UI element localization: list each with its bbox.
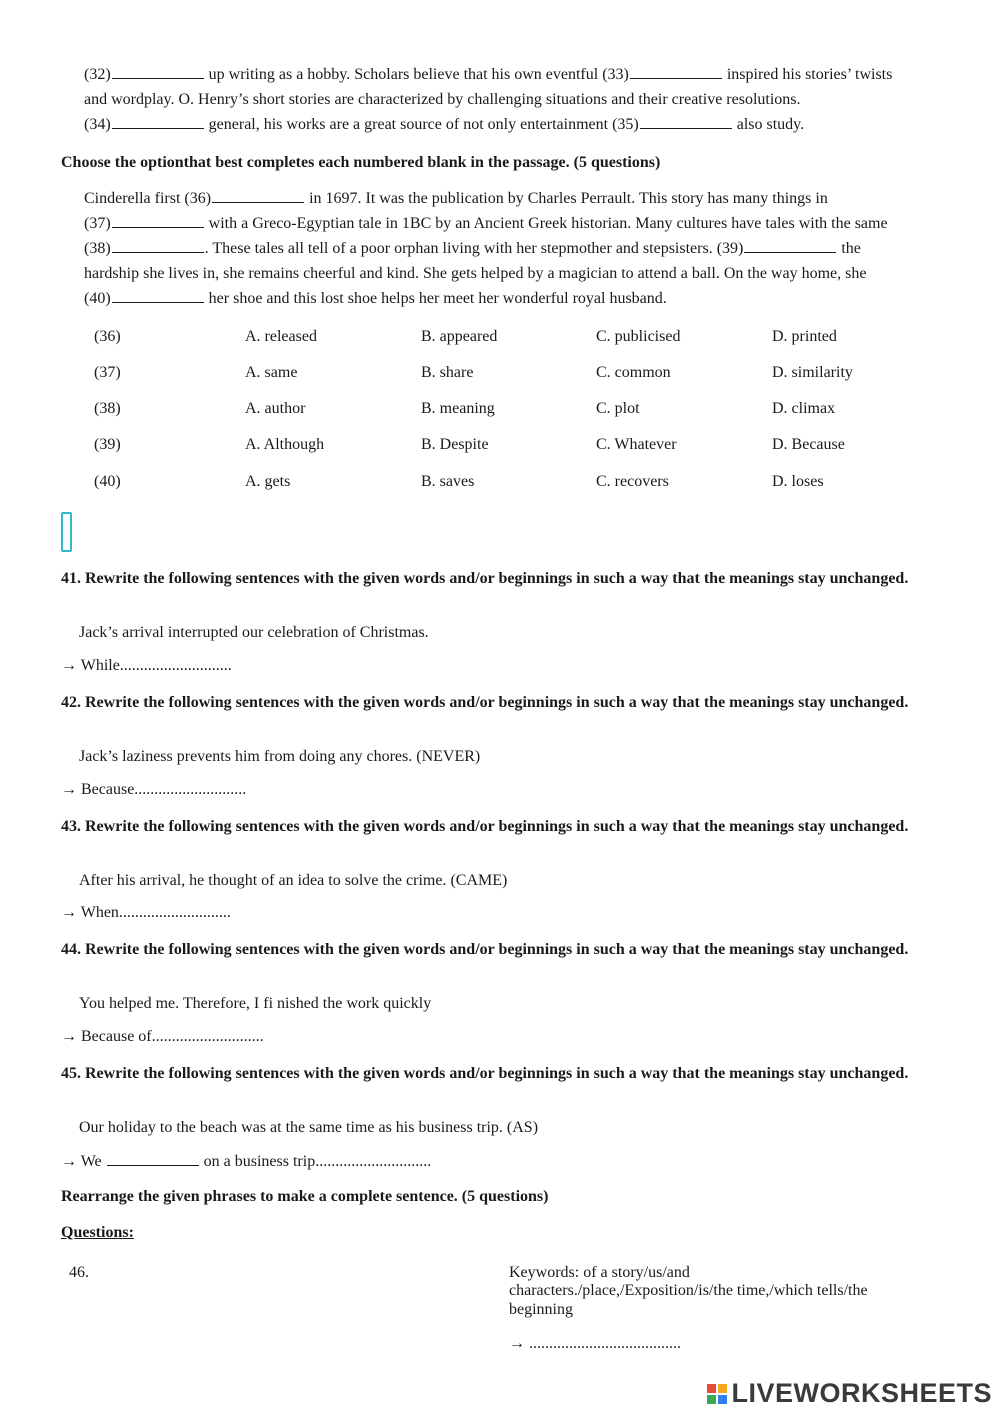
logo-block: [718, 1384, 727, 1393]
logo-block: [707, 1395, 716, 1404]
section-heading-choose: Choose the optionthat best completes each numbered blank in the passage. (5 questions): [61, 154, 661, 171]
blank-34[interactable]: [112, 115, 204, 129]
intro-line-3: (34) general, his works are a great source of not only entertainment (35) also study.: [84, 116, 805, 133]
question-43-heading: 43. Rewrite the following sentences with the given words and/or beginnings in such a way that the meanings stay unchanged.: [61, 818, 909, 835]
logo-block: [718, 1395, 727, 1404]
option-number: (37): [94, 364, 121, 381]
question-46-keywords-line-1: Keywords: of a story/us/and: [509, 1264, 690, 1281]
section-heading-rearrange: Rearrange the given phrases to make a complete sentence. (5 questions): [61, 1188, 549, 1205]
option-row-40: [94, 473, 894, 495]
question-44-heading: 44. Rewrite the following sentences with the given words and/or beginnings in such a way that the meanings stay unchanged.: [61, 941, 909, 958]
question-45-answer[interactable]: → We on a business trip.............................: [61, 1153, 432, 1170]
question-41-answer[interactable]: → While............................: [61, 657, 232, 674]
option-d[interactable]: D. similarity: [772, 364, 853, 381]
option-c[interactable]: C. recovers: [596, 473, 669, 490]
option-row-37: [94, 364, 894, 386]
blank-38[interactable]: [112, 239, 204, 253]
passage-line-3: (38) . These tales all tell of a poor orphan living with her stepmother and stepsisters. (39) the: [84, 240, 861, 257]
question-42-answer[interactable]: → Because............................: [61, 781, 247, 798]
question-46-answer[interactable]: → ......................................: [509, 1335, 681, 1352]
intro-line-2: and wordplay. O. Henry’s short stories are characterized by challenging situations and their creative resolutions.: [84, 91, 801, 108]
blank-45[interactable]: [107, 1152, 199, 1166]
questions-label: Questions:: [61, 1224, 134, 1241]
option-c[interactable]: C. publicised: [596, 328, 681, 345]
question-46-number: 46.: [69, 1264, 89, 1281]
passage-line-5: (40) her shoe and this lost shoe helps her meet her wonderful royal husband.: [84, 290, 667, 307]
blank-35[interactable]: [640, 115, 732, 129]
blank-33[interactable]: [630, 65, 722, 79]
option-number: (36): [94, 328, 121, 345]
answer-input-box[interactable]: [61, 512, 72, 552]
option-c[interactable]: C. common: [596, 364, 671, 381]
option-number: (39): [94, 436, 121, 453]
blank-39[interactable]: [744, 239, 836, 253]
question-43-sentence: After his arrival, he thought of an idea to solve the crime. (CAME): [79, 872, 508, 889]
passage-line-1: Cinderella first (36) in 1697. It was the publication by Charles Perrault. This story has many things in: [84, 190, 828, 207]
option-b[interactable]: B. meaning: [421, 400, 495, 417]
passage-line-2: (37) with a Greco-Egyptian tale in 1BC by an Ancient Greek historian. Many cultures have tales with the same: [84, 215, 888, 232]
question-46-keywords-line-2: characters./place,/Exposition/is/the time,/which tells/the: [509, 1282, 868, 1299]
liveworksheets-logo: [707, 1378, 992, 1409]
option-row-39: [94, 436, 894, 458]
option-row-38: [94, 400, 894, 422]
passage-line-4: hardship she lives in, she remains cheerful and kind. She gets helped by a magician to attend a ball. On the way home, she: [84, 265, 867, 282]
question-44-sentence: You helped me. Therefore, I fi nished the work quickly: [79, 995, 432, 1012]
blank-37[interactable]: [112, 214, 204, 228]
question-43-answer[interactable]: → When............................: [61, 904, 231, 921]
blank-32[interactable]: [112, 65, 204, 79]
option-d[interactable]: D. loses: [772, 473, 824, 490]
option-number: (38): [94, 400, 121, 417]
logo-mark-icon: [707, 1384, 727, 1404]
question-46-keywords-line-3: beginning: [509, 1301, 573, 1318]
option-c[interactable]: C. Whatever: [596, 436, 677, 453]
question-41-sentence: Jack’s arrival interrupted our celebration of Christmas.: [79, 624, 429, 641]
option-d[interactable]: D. printed: [772, 328, 837, 345]
option-b[interactable]: B. share: [421, 364, 474, 381]
question-45-heading: 45. Rewrite the following sentences with the given words and/or beginnings in such a way that the meanings stay unchanged.: [61, 1065, 909, 1082]
option-a[interactable]: A. same: [245, 364, 298, 381]
option-b[interactable]: B. Despite: [421, 436, 489, 453]
option-c[interactable]: C. plot: [596, 400, 640, 417]
option-b[interactable]: B. appeared: [421, 328, 498, 345]
option-d[interactable]: D. climax: [772, 400, 836, 417]
option-a[interactable]: A. Although: [245, 436, 325, 453]
option-a[interactable]: A. released: [245, 328, 317, 345]
option-a[interactable]: A. gets: [245, 473, 291, 490]
blank-40[interactable]: [112, 289, 204, 303]
option-row-36: [94, 328, 894, 350]
logo-block: [707, 1384, 716, 1393]
intro-line-1: (32) up writing as a hobby. Scholars believe that his own eventful (33) inspired his stories’ twists: [84, 66, 893, 83]
logo-text: LIVEWORKSHEETS: [731, 1378, 992, 1408]
question-42-sentence: Jack’s laziness prevents him from doing any chores. (NEVER): [79, 748, 481, 765]
question-42-heading: 42. Rewrite the following sentences with the given words and/or beginnings in such a way that the meanings stay unchanged.: [61, 694, 909, 711]
question-41-heading: 41. Rewrite the following sentences with the given words and/or beginnings in such a way that the meanings stay unchanged.: [61, 570, 909, 587]
option-d[interactable]: D. Because: [772, 436, 845, 453]
blank-36[interactable]: [212, 189, 304, 203]
option-a[interactable]: A. author: [245, 400, 306, 417]
option-b[interactable]: B. saves: [421, 473, 475, 490]
question-45-sentence: Our holiday to the beach was at the same time as his business trip. (AS): [79, 1119, 539, 1136]
question-44-answer[interactable]: → Because of............................: [61, 1028, 264, 1045]
option-number: (40): [94, 473, 121, 490]
